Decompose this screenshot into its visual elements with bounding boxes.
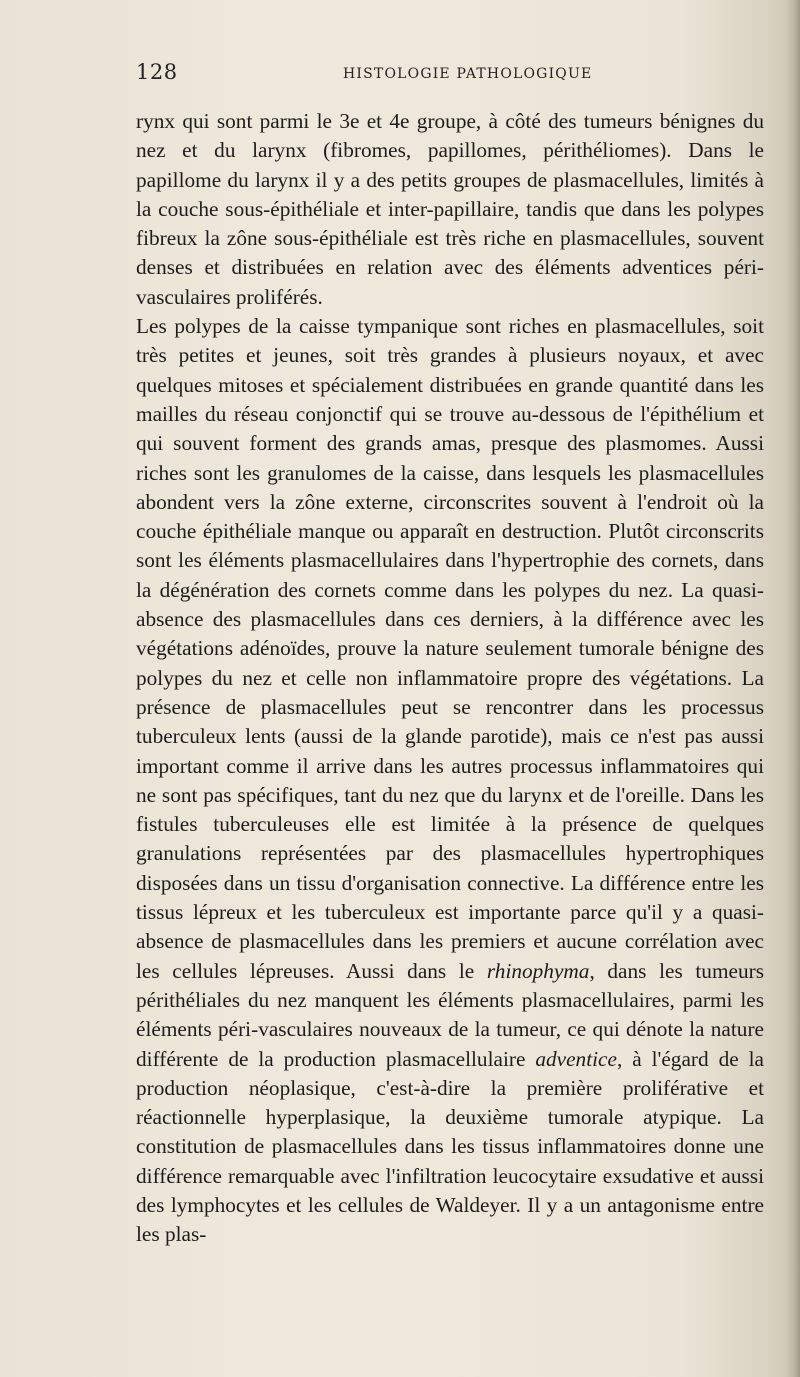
paragraph-2 [136,312,764,1250]
italic-term-rhinophyma: rhinophyma [486,958,590,983]
body-text [136,107,764,1250]
paragraph-2-part-2: , dans les tumeurs périthéliales du nez manquent les éléments plasmacellulaires, parmi les éléments péri-vasculaires nouveaux de la tumeur, ce qui dénote la nature différente de la production plasmacellulaire [136,958,764,1071]
page-edge-shadow [786,0,800,1377]
running-title: HISTOLOGIE PATHOLOGIQUE [343,66,593,82]
paragraph-1: rynx qui sont parmi le 3e et 4e groupe, à côté des tumeurs bénignes du nez et du larynx (fibromes, papillomes, périthéliomes). Dans le papillome du larynx il y a des petits groupes de plasmacellules, limités à la couche sous-épithéliale et inter-papillaire, tandis que dans les polypes fibreux la zône sous-épithéliale est très riche en plasmacellules, souvent denses et distribuées en relation avec des éléments adventices péri-vasculaires proliférés. [136,109,764,309]
italic-term-adventice: adventice [535,1046,617,1071]
paragraph-2-part-1: Les polypes de la caisse tympanique sont riches en plasmacellules, soit très petites et jeunes, soit très grandes à plusieurs noyaux, et avec quelques mitoses et spécialement distribuées en grande quantité dans les mailles du réseau conjonctif qui se trouve au-dessous de l'épithélium et qui souvent forment des grands amas, presque des plasmomes. Aussi riches sont les granulomes de la caisse, dans lesquels les plasmacellules abondent vers la zône externe, circonscrites souvent à l'endroit où la couche épithéliale manque ou apparaît en destruction. Plutôt circonscrits sont les éléments plasmacellulaires dans l'hypertrophie des cornets, dans la dégénération des cornets comme dans les polypes du nez. La quasi-absence des plasmacellules dans ces derniers, à la différence avec les végétations adénoïdes, prouve la nature seulement tumorale bénigne des polypes du nez et celle non inflammatoire propre des végétations. La présence de plasmacellules peut se rencontrer dans les processus tuberculeux lents (aussi de la glande parotide), mais ce n'est pas aussi important comme il arrive dans les autres processus inflammatoires qui ne sont pas spécifiques, tant du nez que du larynx et de l'oreille. Dans les fistules tuberculeuses elle est limitée à la présence de quelques granulations représentées par des plasmacellules hypertrophiques disposées dans un tissu d'organisation connective. La différence entre les tissus lépreux et les tuberculeux est importante parce qu'il y a quasi-absence de plasmacellules dans les premiers et aucune corrélation avec les cellules lépreuses. Aussi dans le [136,314,764,983]
page-header [136,60,764,90]
page-number: 128 [136,60,178,84]
paragraph-2-part-3: , à l'égard de la production néoplasique, c'est-à-dire la première proliférative et réactionnelle hyperplasique, la deuxième tumorale atypique. La constitution de plasmacellules dans les tissus inflammatoires donne une différence remarquable avec l'infiltration leucocytaire exsudative et aussi des lymphocytes et les cellules de Waldeyer. Il y a un antagonisme entre les plas- [136,1046,764,1247]
